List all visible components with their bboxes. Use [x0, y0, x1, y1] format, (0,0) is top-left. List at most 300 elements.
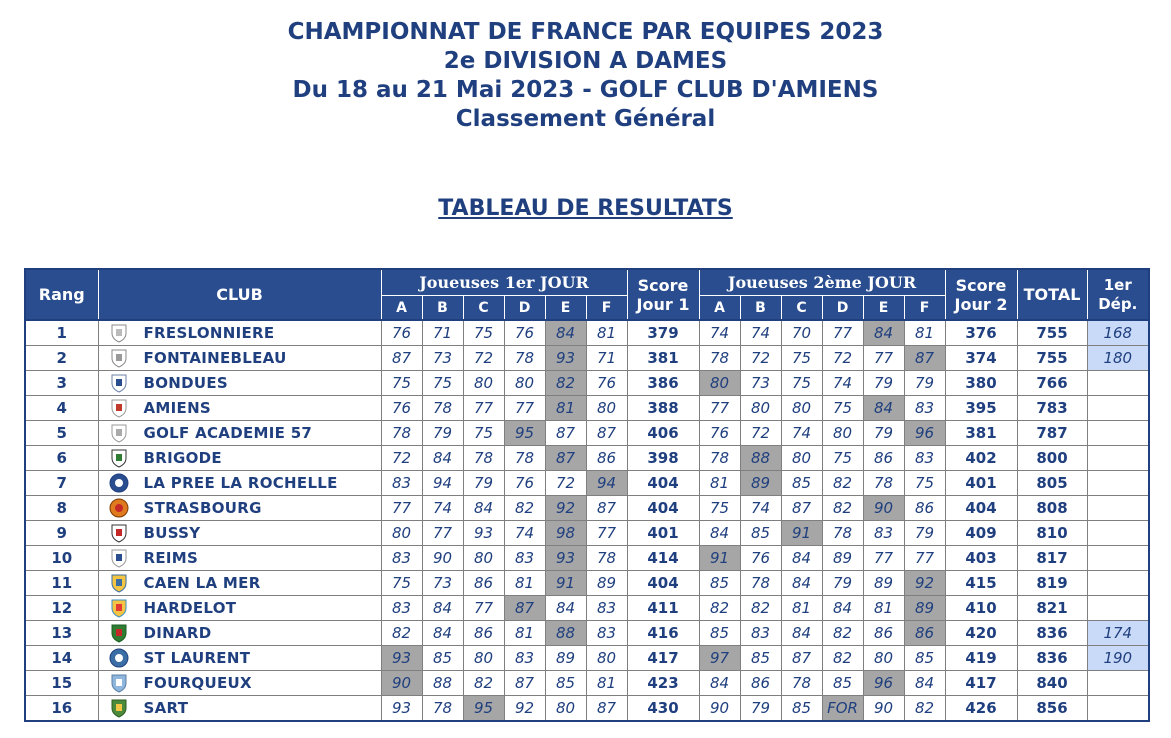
table-row [25, 671, 1149, 696]
day2-score-b: 79 [740, 696, 781, 722]
col-d2-player-a: A [699, 296, 740, 321]
day1-score-e: 87 [545, 421, 586, 446]
total-cell: 808 [1017, 496, 1087, 521]
club-name: REIMS [143, 549, 199, 567]
day1-score-c: 77 [463, 596, 504, 621]
day2-score-d: 82 [822, 471, 863, 496]
day2-score-c: 87 [781, 646, 822, 671]
day1-score-f: 83 [586, 621, 627, 646]
day2-score-a: 78 [699, 446, 740, 471]
day2-score-c: 84 [781, 571, 822, 596]
day2-score-b: 72 [740, 346, 781, 371]
club-name: FOURQUEUX [143, 674, 252, 692]
day1-score-a: 80 [381, 521, 422, 546]
day2-score-f: 81 [904, 320, 945, 346]
table-row [25, 646, 1149, 671]
total-cell: 840 [1017, 671, 1087, 696]
day1-score-b: 90 [422, 546, 463, 571]
club-name: HARDELOT [143, 599, 237, 617]
day1-score-d: 74 [504, 521, 545, 546]
table-row [25, 421, 1149, 446]
club-cell [98, 696, 381, 722]
rank-cell: 11 [25, 571, 98, 596]
golf-academie-crest-icon [109, 423, 129, 443]
st-laurent-crest-icon [109, 648, 129, 668]
club-name: LA PREE LA ROCHELLE [143, 474, 338, 492]
day2-score-a: 84 [699, 521, 740, 546]
day2-score-f: 85 [904, 646, 945, 671]
day2-score-f: 84 [904, 671, 945, 696]
rank-cell: 3 [25, 371, 98, 396]
col-d2-player-b: B [740, 296, 781, 321]
day1-score-c: 95 [463, 696, 504, 722]
amiens-crest-icon [109, 398, 129, 418]
rank-cell: 14 [25, 646, 98, 671]
day1-score-b: 94 [422, 471, 463, 496]
club-cell [98, 671, 381, 696]
day1-score-e: 82 [545, 371, 586, 396]
day1-score-e: 92 [545, 496, 586, 521]
day2-score-b: 89 [740, 471, 781, 496]
club-cell [98, 346, 381, 371]
score-jour2: 380 [945, 371, 1017, 396]
day1-score-f: 80 [586, 396, 627, 421]
score-jour2: 409 [945, 521, 1017, 546]
day2-score-f: 87 [904, 346, 945, 371]
day1-score-d: 87 [504, 671, 545, 696]
day1-score-b: 78 [422, 696, 463, 722]
day1-score-b: 71 [422, 320, 463, 346]
day1-score-a: 75 [381, 371, 422, 396]
score-jour1: 411 [627, 596, 699, 621]
day1-score-b: 74 [422, 496, 463, 521]
day1-score-e: 89 [545, 646, 586, 671]
day2-score-b: 76 [740, 546, 781, 571]
day1-score-b: 84 [422, 621, 463, 646]
day2-score-f: 86 [904, 621, 945, 646]
total-cell: 819 [1017, 571, 1087, 596]
freslonniere-crest-icon [109, 323, 129, 343]
dinard-crest-icon [109, 623, 129, 643]
title-championship: CHAMPIONNAT DE FRANCE PAR EQUIPES 2023 [287, 19, 884, 45]
day1-score-c: 82 [463, 671, 504, 696]
total-cell: 805 [1017, 471, 1087, 496]
day2-score-e: 96 [863, 671, 904, 696]
club-cell [98, 571, 381, 596]
day2-score-f: 96 [904, 421, 945, 446]
day2-score-f: 83 [904, 446, 945, 471]
first-dep-cell [1087, 696, 1149, 722]
day2-score-d: 82 [822, 621, 863, 646]
col-score2: Score Jour 2 [945, 269, 1017, 320]
col-total: TOTAL [1017, 269, 1087, 320]
club-cell [98, 521, 381, 546]
table-row [25, 320, 1149, 346]
day1-score-f: 81 [586, 671, 627, 696]
day2-score-a: 97 [699, 646, 740, 671]
total-cell: 856 [1017, 696, 1087, 722]
first-dep-cell [1087, 396, 1149, 421]
first-dep-cell: 168 [1087, 320, 1149, 346]
day2-score-b: 82 [740, 596, 781, 621]
day1-score-e: 93 [545, 346, 586, 371]
day1-score-b: 78 [422, 396, 463, 421]
day2-score-e: 81 [863, 596, 904, 621]
first-dep-cell [1087, 371, 1149, 396]
score-jour2: 417 [945, 671, 1017, 696]
score-jour2: 402 [945, 446, 1017, 471]
rank-cell: 5 [25, 421, 98, 446]
first-dep-cell [1087, 671, 1149, 696]
col-dep: 1er Dép. [1087, 269, 1149, 320]
day1-score-d: 78 [504, 346, 545, 371]
day1-score-b: 75 [422, 371, 463, 396]
day1-score-b: 77 [422, 521, 463, 546]
col-d2-player-c: C [781, 296, 822, 321]
day2-score-b: 72 [740, 421, 781, 446]
day2-score-d: 79 [822, 571, 863, 596]
score-jour1: 417 [627, 646, 699, 671]
score-jour2: 403 [945, 546, 1017, 571]
title-block [0, 18, 1171, 134]
day2-score-f: 86 [904, 496, 945, 521]
score-jour1: 388 [627, 396, 699, 421]
col-rang: Rang [25, 269, 98, 320]
day2-score-f: 82 [904, 696, 945, 722]
table-row [25, 621, 1149, 646]
table-row [25, 596, 1149, 621]
table-row [25, 471, 1149, 496]
score-jour2: 419 [945, 646, 1017, 671]
club-cell [98, 546, 381, 571]
day1-score-c: 77 [463, 396, 504, 421]
day1-score-f: 87 [586, 696, 627, 722]
total-cell: 755 [1017, 320, 1087, 346]
total-cell: 800 [1017, 446, 1087, 471]
day2-score-e: 79 [863, 371, 904, 396]
day2-score-f: 83 [904, 396, 945, 421]
day2-score-e: 84 [863, 396, 904, 421]
day1-score-d: 95 [504, 421, 545, 446]
club-cell [98, 496, 381, 521]
day1-score-e: 93 [545, 546, 586, 571]
col-d1-player-d: D [504, 296, 545, 321]
score-jour1: 423 [627, 671, 699, 696]
day1-score-e: 98 [545, 521, 586, 546]
total-cell: 766 [1017, 371, 1087, 396]
day2-score-f: 89 [904, 596, 945, 621]
day2-score-b: 80 [740, 396, 781, 421]
day1-score-f: 78 [586, 546, 627, 571]
club-name: ST LAURENT [143, 649, 251, 667]
day2-score-c: 75 [781, 346, 822, 371]
day2-score-c: 75 [781, 371, 822, 396]
rank-cell: 8 [25, 496, 98, 521]
col-d1-player-b: B [422, 296, 463, 321]
day1-score-f: 81 [586, 320, 627, 346]
day1-score-a: 83 [381, 471, 422, 496]
first-dep-cell [1087, 496, 1149, 521]
table-row [25, 571, 1149, 596]
rank-cell: 4 [25, 396, 98, 421]
table-row [25, 496, 1149, 521]
day2-score-b: 88 [740, 446, 781, 471]
day2-score-b: 85 [740, 646, 781, 671]
results-subtitle [0, 196, 1171, 221]
day1-score-f: 89 [586, 571, 627, 596]
score-jour2: 401 [945, 471, 1017, 496]
club-name: FRESLONNIERE [143, 324, 275, 342]
day2-score-c: 85 [781, 471, 822, 496]
day1-score-a: 83 [381, 596, 422, 621]
fontainebleau-crest-icon [109, 348, 129, 368]
day2-score-a: 85 [699, 621, 740, 646]
score-jour1: 401 [627, 521, 699, 546]
total-cell: 821 [1017, 596, 1087, 621]
day1-score-d: 76 [504, 320, 545, 346]
day1-score-b: 79 [422, 421, 463, 446]
day1-score-e: 87 [545, 446, 586, 471]
bussy-crest-icon [109, 523, 129, 543]
day2-score-d: 85 [822, 671, 863, 696]
day2-score-d: 72 [822, 346, 863, 371]
score-jour2: 410 [945, 596, 1017, 621]
day1-score-b: 84 [422, 596, 463, 621]
title-classement: Classement Général [455, 106, 716, 132]
day2-score-b: 74 [740, 496, 781, 521]
day2-score-a: 74 [699, 320, 740, 346]
total-cell: 755 [1017, 346, 1087, 371]
club-cell [98, 596, 381, 621]
club-name: STRASBOURG [143, 499, 262, 517]
day2-score-f: 92 [904, 571, 945, 596]
score-jour2: 381 [945, 421, 1017, 446]
col-score1: Score Jour 1 [627, 269, 699, 320]
day1-score-a: 76 [381, 396, 422, 421]
day2-score-c: 84 [781, 546, 822, 571]
day1-score-c: 80 [463, 646, 504, 671]
day1-score-c: 78 [463, 446, 504, 471]
day2-score-d: 78 [822, 521, 863, 546]
club-cell [98, 421, 381, 446]
club-name: DINARD [143, 624, 212, 642]
day1-score-d: 92 [504, 696, 545, 722]
day2-score-a: 78 [699, 346, 740, 371]
day1-score-d: 77 [504, 396, 545, 421]
day2-score-a: 82 [699, 596, 740, 621]
day1-score-e: 84 [545, 596, 586, 621]
day1-score-b: 88 [422, 671, 463, 696]
day1-score-d: 83 [504, 546, 545, 571]
table-row [25, 696, 1149, 722]
total-cell: 836 [1017, 621, 1087, 646]
day2-score-a: 81 [699, 471, 740, 496]
brigode-crest-icon [109, 448, 129, 468]
first-dep-cell: 174 [1087, 621, 1149, 646]
day2-score-c: 85 [781, 696, 822, 722]
rank-cell: 7 [25, 471, 98, 496]
day1-score-d: 76 [504, 471, 545, 496]
day1-score-f: 71 [586, 346, 627, 371]
col-d2-player-f: F [904, 296, 945, 321]
table-row [25, 521, 1149, 546]
day1-score-e: 88 [545, 621, 586, 646]
score-jour1: 379 [627, 320, 699, 346]
day2-score-e: 78 [863, 471, 904, 496]
club-name: BONDUES [143, 374, 229, 392]
day2-score-a: 75 [699, 496, 740, 521]
table-row [25, 371, 1149, 396]
col-d1-player-f: F [586, 296, 627, 321]
day2-score-a: 80 [699, 371, 740, 396]
col-club: CLUB [98, 269, 381, 320]
total-cell: 783 [1017, 396, 1087, 421]
score-jour2: 395 [945, 396, 1017, 421]
first-dep-cell [1087, 446, 1149, 471]
day1-score-a: 72 [381, 446, 422, 471]
club-cell [98, 396, 381, 421]
results-table [24, 268, 1150, 722]
bondues-crest-icon [109, 373, 129, 393]
results-subtitle-text: TABLEAU DE RESULTATS [438, 196, 733, 221]
day1-score-f: 87 [586, 421, 627, 446]
rank-cell: 6 [25, 446, 98, 471]
club-cell [98, 621, 381, 646]
caen-crest-icon [109, 573, 129, 593]
col-day1-group: Joueuses 1er JOUR [381, 269, 627, 296]
day1-score-a: 83 [381, 546, 422, 571]
day2-score-d: 74 [822, 371, 863, 396]
first-dep-cell [1087, 521, 1149, 546]
rank-cell: 1 [25, 320, 98, 346]
day1-score-a: 93 [381, 646, 422, 671]
day1-score-e: 81 [545, 396, 586, 421]
col-d1-player-a: A [381, 296, 422, 321]
fourqueux-crest-icon [109, 673, 129, 693]
score-jour1: 416 [627, 621, 699, 646]
col-d2-player-e: E [863, 296, 904, 321]
day1-score-c: 72 [463, 346, 504, 371]
club-cell [98, 471, 381, 496]
day1-score-c: 86 [463, 571, 504, 596]
score-jour2: 426 [945, 696, 1017, 722]
score-jour1: 404 [627, 571, 699, 596]
day1-score-f: 94 [586, 471, 627, 496]
day2-score-c: 80 [781, 396, 822, 421]
club-name: CAEN LA MER [143, 574, 261, 592]
club-name: SART [143, 699, 189, 717]
first-dep-cell [1087, 421, 1149, 446]
day1-score-f: 83 [586, 596, 627, 621]
day2-score-f: 75 [904, 471, 945, 496]
day2-score-e: 83 [863, 521, 904, 546]
day2-score-d: 89 [822, 546, 863, 571]
score-jour2: 404 [945, 496, 1017, 521]
club-cell [98, 371, 381, 396]
day2-score-f: 77 [904, 546, 945, 571]
first-dep-cell [1087, 571, 1149, 596]
day2-score-b: 74 [740, 320, 781, 346]
day2-score-e: 77 [863, 546, 904, 571]
day1-score-e: 84 [545, 320, 586, 346]
day1-score-d: 81 [504, 571, 545, 596]
rank-cell: 16 [25, 696, 98, 722]
score-jour1: 430 [627, 696, 699, 722]
score-jour2: 376 [945, 320, 1017, 346]
day2-score-c: 84 [781, 621, 822, 646]
day1-score-d: 83 [504, 646, 545, 671]
day1-score-d: 82 [504, 496, 545, 521]
day1-score-d: 81 [504, 621, 545, 646]
reims-crest-icon [109, 548, 129, 568]
first-dep-cell: 180 [1087, 346, 1149, 371]
day2-score-e: 86 [863, 446, 904, 471]
day2-score-a: 91 [699, 546, 740, 571]
day2-score-e: 89 [863, 571, 904, 596]
day2-score-a: 84 [699, 671, 740, 696]
day1-score-a: 75 [381, 571, 422, 596]
day1-score-b: 73 [422, 571, 463, 596]
rank-cell: 9 [25, 521, 98, 546]
day1-score-e: 91 [545, 571, 586, 596]
rank-cell: 10 [25, 546, 98, 571]
col-d1-player-e: E [545, 296, 586, 321]
club-name: FONTAINEBLEAU [143, 349, 287, 367]
score-jour1: 414 [627, 546, 699, 571]
day1-score-a: 76 [381, 320, 422, 346]
club-name: AMIENS [143, 399, 212, 417]
day1-score-c: 79 [463, 471, 504, 496]
score-jour1: 404 [627, 471, 699, 496]
table-row [25, 346, 1149, 371]
club-cell [98, 646, 381, 671]
table-row [25, 446, 1149, 471]
day1-score-c: 93 [463, 521, 504, 546]
rank-cell: 15 [25, 671, 98, 696]
day2-score-e: 80 [863, 646, 904, 671]
day2-score-b: 83 [740, 621, 781, 646]
day1-score-a: 93 [381, 696, 422, 722]
day2-score-f: 79 [904, 521, 945, 546]
rank-cell: 12 [25, 596, 98, 621]
day2-score-e: 79 [863, 421, 904, 446]
day1-score-d: 87 [504, 596, 545, 621]
score-jour1: 386 [627, 371, 699, 396]
club-name: GOLF ACADEMIE 57 [143, 424, 313, 442]
day1-score-b: 85 [422, 646, 463, 671]
sart-crest-icon [109, 698, 129, 718]
day2-score-b: 73 [740, 371, 781, 396]
day1-score-a: 87 [381, 346, 422, 371]
day1-score-c: 75 [463, 320, 504, 346]
day1-score-b: 73 [422, 346, 463, 371]
score-jour2: 420 [945, 621, 1017, 646]
rank-cell: 2 [25, 346, 98, 371]
day2-score-f: 79 [904, 371, 945, 396]
day2-score-e: 77 [863, 346, 904, 371]
day2-score-b: 85 [740, 521, 781, 546]
day2-score-a: 77 [699, 396, 740, 421]
day1-score-f: 77 [586, 521, 627, 546]
day2-score-a: 76 [699, 421, 740, 446]
col-d1-player-c: C [463, 296, 504, 321]
day2-score-c: 78 [781, 671, 822, 696]
day1-score-d: 80 [504, 371, 545, 396]
day2-score-c: 87 [781, 496, 822, 521]
club-name: BUSSY [143, 524, 201, 542]
day2-score-e: 86 [863, 621, 904, 646]
first-dep-cell [1087, 471, 1149, 496]
